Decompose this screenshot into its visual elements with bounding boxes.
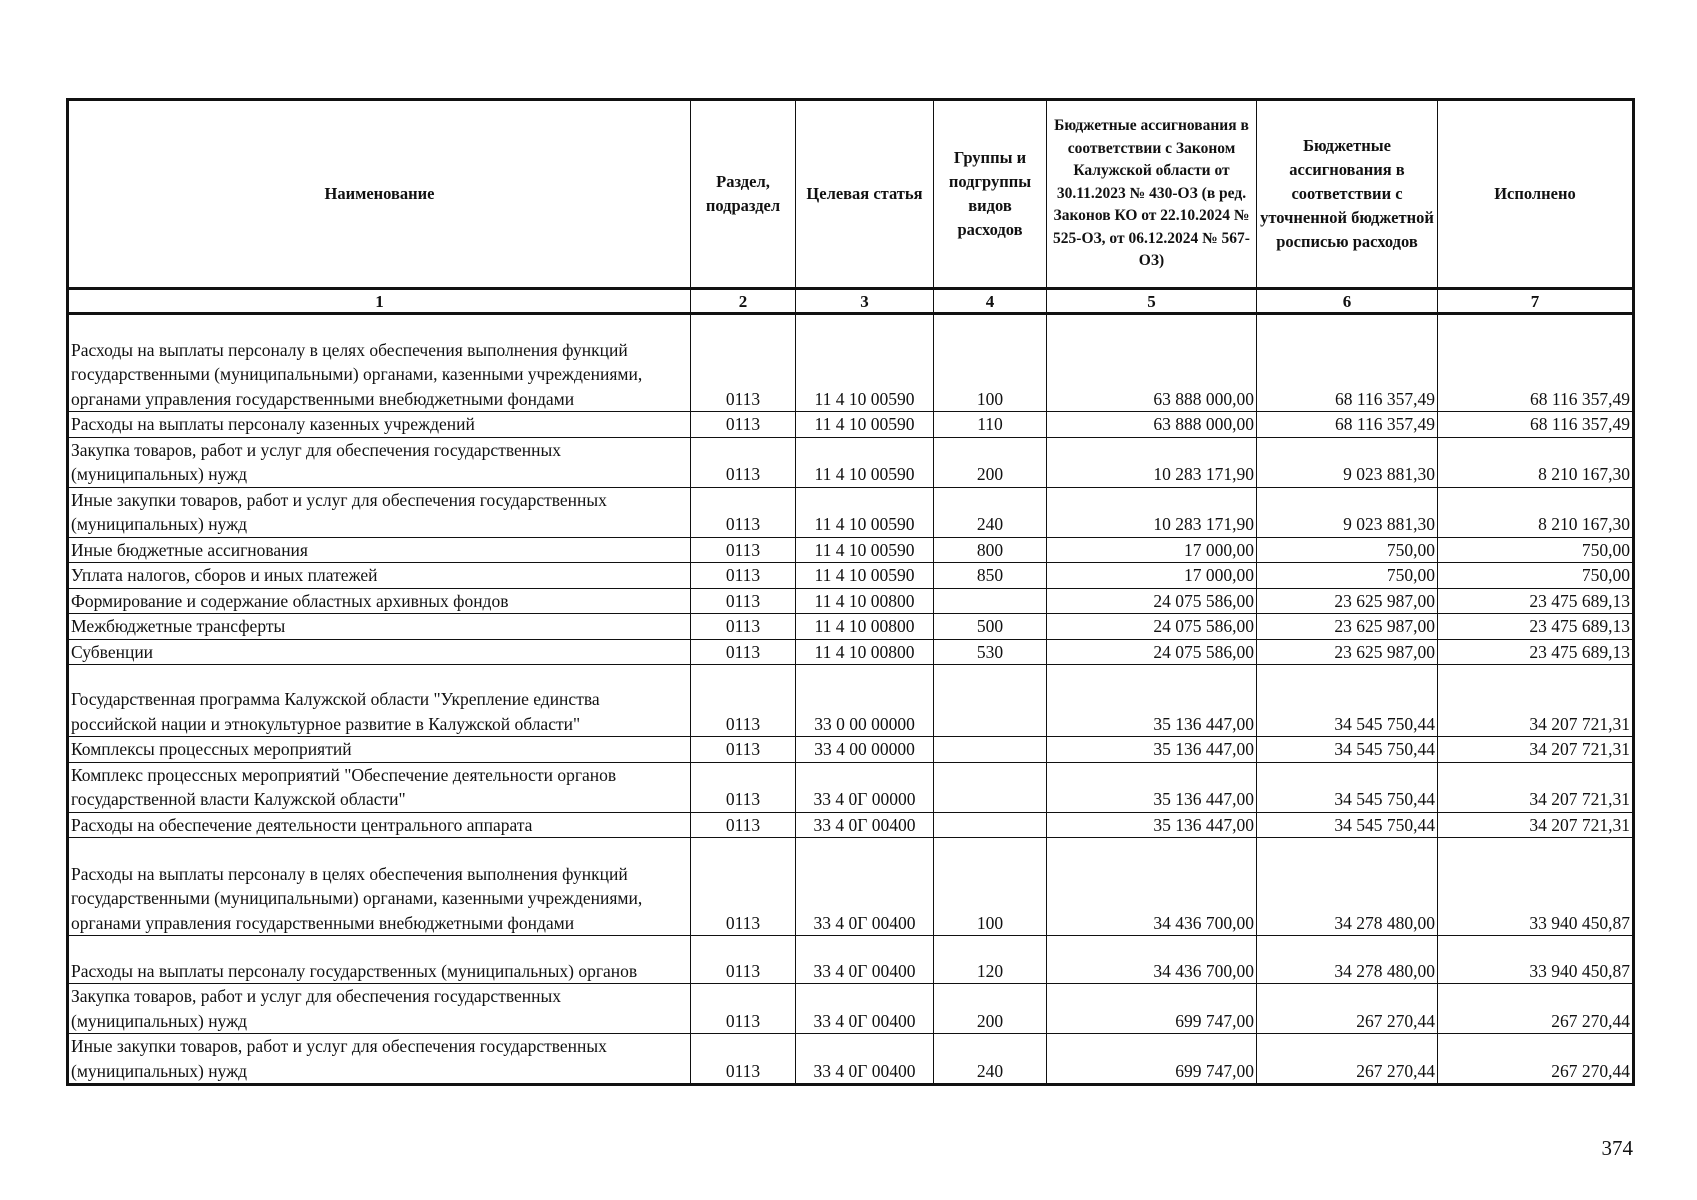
cell-group: 850 [934,563,1047,589]
cell-group [934,812,1047,838]
cell-law-amount: 17 000,00 [1047,537,1257,563]
cell-section: 0113 [691,563,796,589]
cell-refined-amount: 34 545 750,44 [1257,762,1438,812]
cell-executed-amount: 33 940 450,87 [1438,838,1634,936]
cell-executed-amount: 33 940 450,87 [1438,936,1634,984]
table-row [68,639,1634,665]
cell-group [934,588,1047,614]
cell-name: Уплата налогов, сборов и иных платежей [68,563,691,589]
cell-target: 33 4 00 00000 [796,737,934,763]
cell-executed-amount: 68 116 357,49 [1438,314,1634,412]
cell-name: Субвенции [68,639,691,665]
cell-law-amount: 34 436 700,00 [1047,936,1257,984]
cell-law-amount: 35 136 447,00 [1047,812,1257,838]
cell-name: Иные закупки товаров, работ и услуг для обеспечения государственных (муниципальных) нужд [68,1034,691,1085]
column-number: 4 [934,289,1047,314]
cell-section: 0113 [691,537,796,563]
cell-name: Межбюджетные трансферты [68,614,691,640]
cell-refined-amount: 9 023 881,30 [1257,487,1438,537]
header-row [68,100,1634,289]
cell-law-amount: 34 436 700,00 [1047,838,1257,936]
cell-target: 11 4 10 00800 [796,614,934,640]
column-number: 3 [796,289,934,314]
cell-target: 11 4 10 00800 [796,588,934,614]
cell-section: 0113 [691,437,796,487]
cell-executed-amount: 34 207 721,31 [1438,737,1634,763]
header-name: Наименование [68,100,691,289]
cell-executed-amount: 23 475 689,13 [1438,614,1634,640]
cell-name: Закупка товаров, работ и услуг для обеспечения государственных (муниципальных) нужд [68,437,691,487]
cell-target: 33 4 0Г 00400 [796,812,934,838]
cell-refined-amount: 68 116 357,49 [1257,412,1438,438]
cell-name: Закупка товаров, работ и услуг для обеспечения государственных (муниципальных) нужд [68,984,691,1034]
column-number: 7 [1438,289,1634,314]
cell-target: 33 0 00 00000 [796,665,934,737]
cell-section: 0113 [691,487,796,537]
header-section: Раздел, подраздел [691,100,796,289]
cell-section: 0113 [691,737,796,763]
cell-name: Иные закупки товаров, работ и услуг для обеспечения государственных (муниципальных) нужд [68,487,691,537]
header-target: Целевая статья [796,100,934,289]
cell-refined-amount: 23 625 987,00 [1257,588,1438,614]
table-row [68,487,1634,537]
cell-target: 11 4 10 00590 [796,563,934,589]
cell-executed-amount: 8 210 167,30 [1438,487,1634,537]
column-number: 2 [691,289,796,314]
cell-refined-amount: 34 545 750,44 [1257,812,1438,838]
cell-group: 500 [934,614,1047,640]
cell-refined-amount: 9 023 881,30 [1257,437,1438,487]
cell-section: 0113 [691,412,796,438]
cell-refined-amount: 34 278 480,00 [1257,936,1438,984]
cell-law-amount: 35 136 447,00 [1047,762,1257,812]
table-row [68,614,1634,640]
cell-group [934,737,1047,763]
cell-name: Расходы на выплаты персоналу в целях обеспечения выполнения функций государственными (муниципальными) органами, казенными учреждениями, органами управления государственными внебюджетными фондами [68,838,691,936]
cell-group: 240 [934,487,1047,537]
cell-target: 11 4 10 00590 [796,412,934,438]
cell-target: 11 4 10 00590 [796,487,934,537]
header-executed: Исполнено [1438,100,1634,289]
table-row [68,314,1634,412]
cell-law-amount: 35 136 447,00 [1047,665,1257,737]
table-row [68,412,1634,438]
cell-law-amount: 699 747,00 [1047,1034,1257,1085]
table-row [68,762,1634,812]
table-row [68,838,1634,936]
cell-name: Расходы на обеспечение деятельности центрального аппарата [68,812,691,838]
cell-section: 0113 [691,665,796,737]
cell-law-amount: 17 000,00 [1047,563,1257,589]
cell-executed-amount: 750,00 [1438,563,1634,589]
cell-section: 0113 [691,984,796,1034]
cell-target: 33 4 0Г 00400 [796,838,934,936]
cell-name: Расходы на выплаты персоналу государственных (муниципальных) органов [68,936,691,984]
cell-refined-amount: 68 116 357,49 [1257,314,1438,412]
table-row [68,665,1634,737]
cell-refined-amount: 23 625 987,00 [1257,614,1438,640]
header-refined: Бюджетные ассигнования в соответствии с уточненной бюджетной росписью расходов [1257,100,1438,289]
cell-refined-amount: 34 545 750,44 [1257,737,1438,763]
cell-name: Государственная программа Калужской области "Укрепление единства российской нации и этнокультурное развитие в Калужской области" [68,665,691,737]
cell-section: 0113 [691,936,796,984]
cell-law-amount: 63 888 000,00 [1047,412,1257,438]
cell-group: 100 [934,314,1047,412]
column-number: 1 [68,289,691,314]
cell-executed-amount: 34 207 721,31 [1438,665,1634,737]
cell-target: 33 4 0Г 00400 [796,1034,934,1085]
cell-name: Формирование и содержание областных архивных фондов [68,588,691,614]
header-law: Бюджетные ассигнования в соответствии с Законом Калужской области от 30.11.2023 № 430-ОЗ (в ред. Законов КО от 22.10.2024 № 525-ОЗ, от 06.12.2024 № 567-ОЗ) [1047,100,1257,289]
cell-name: Комплекс процессных мероприятий "Обеспечение деятельности органов государственной власти Калужской области" [68,762,691,812]
table-row [68,1034,1634,1085]
table-row [68,984,1634,1034]
cell-executed-amount: 34 207 721,31 [1438,812,1634,838]
cell-group [934,762,1047,812]
cell-target: 33 4 0Г 00400 [796,984,934,1034]
cell-target: 11 4 10 00800 [796,639,934,665]
cell-name: Расходы на выплаты персоналу в целях обеспечения выполнения функций государственными (муниципальными) органами, казенными учреждениями, органами управления государственными внебюджетными фондами [68,314,691,412]
cell-group: 800 [934,537,1047,563]
cell-section: 0113 [691,762,796,812]
cell-target: 11 4 10 00590 [796,437,934,487]
cell-executed-amount: 34 207 721,31 [1438,762,1634,812]
cell-law-amount: 699 747,00 [1047,984,1257,1034]
table-body [68,314,1634,1085]
cell-executed-amount: 267 270,44 [1438,984,1634,1034]
table-row [68,936,1634,984]
cell-section: 0113 [691,838,796,936]
cell-group: 240 [934,1034,1047,1085]
cell-executed-amount: 750,00 [1438,537,1634,563]
table-row [68,537,1634,563]
cell-section: 0113 [691,588,796,614]
cell-section: 0113 [691,812,796,838]
cell-law-amount: 24 075 586,00 [1047,588,1257,614]
cell-target: 11 4 10 00590 [796,537,934,563]
cell-executed-amount: 23 475 689,13 [1438,588,1634,614]
cell-section: 0113 [691,1034,796,1085]
cell-refined-amount: 267 270,44 [1257,1034,1438,1085]
cell-target: 11 4 10 00590 [796,314,934,412]
cell-name: Комплексы процессных мероприятий [68,737,691,763]
cell-target: 33 4 0Г 00400 [796,936,934,984]
cell-target: 33 4 0Г 00000 [796,762,934,812]
cell-group [934,665,1047,737]
cell-refined-amount: 750,00 [1257,537,1438,563]
budget-table [66,98,1635,1086]
cell-law-amount: 24 075 586,00 [1047,639,1257,665]
cell-executed-amount: 8 210 167,30 [1438,437,1634,487]
cell-group: 110 [934,412,1047,438]
cell-executed-amount: 267 270,44 [1438,1034,1634,1085]
cell-section: 0113 [691,314,796,412]
cell-section: 0113 [691,639,796,665]
cell-law-amount: 35 136 447,00 [1047,737,1257,763]
cell-refined-amount: 34 545 750,44 [1257,665,1438,737]
cell-refined-amount: 34 278 480,00 [1257,838,1438,936]
column-number: 6 [1257,289,1438,314]
cell-law-amount: 10 283 171,90 [1047,437,1257,487]
cell-group: 200 [934,437,1047,487]
cell-refined-amount: 23 625 987,00 [1257,639,1438,665]
cell-name: Иные бюджетные ассигнования [68,537,691,563]
page-number: 374 [1601,1136,1633,1160]
cell-group: 120 [934,936,1047,984]
header-groups: Группы и подгруппы видов расходов [934,100,1047,289]
cell-group: 530 [934,639,1047,665]
cell-law-amount: 24 075 586,00 [1047,614,1257,640]
cell-law-amount: 10 283 171,90 [1047,487,1257,537]
cell-group: 200 [934,984,1047,1034]
cell-refined-amount: 267 270,44 [1257,984,1438,1034]
cell-executed-amount: 23 475 689,13 [1438,639,1634,665]
table-row [68,588,1634,614]
cell-group: 100 [934,838,1047,936]
table-row [68,563,1634,589]
column-number: 5 [1047,289,1257,314]
column-number-row [68,289,1634,314]
cell-section: 0113 [691,614,796,640]
table-row [68,437,1634,487]
cell-name: Расходы на выплаты персоналу казенных учреждений [68,412,691,438]
cell-refined-amount: 750,00 [1257,563,1438,589]
table-row [68,737,1634,763]
cell-law-amount: 63 888 000,00 [1047,314,1257,412]
cell-executed-amount: 68 116 357,49 [1438,412,1634,438]
table-row [68,812,1634,838]
